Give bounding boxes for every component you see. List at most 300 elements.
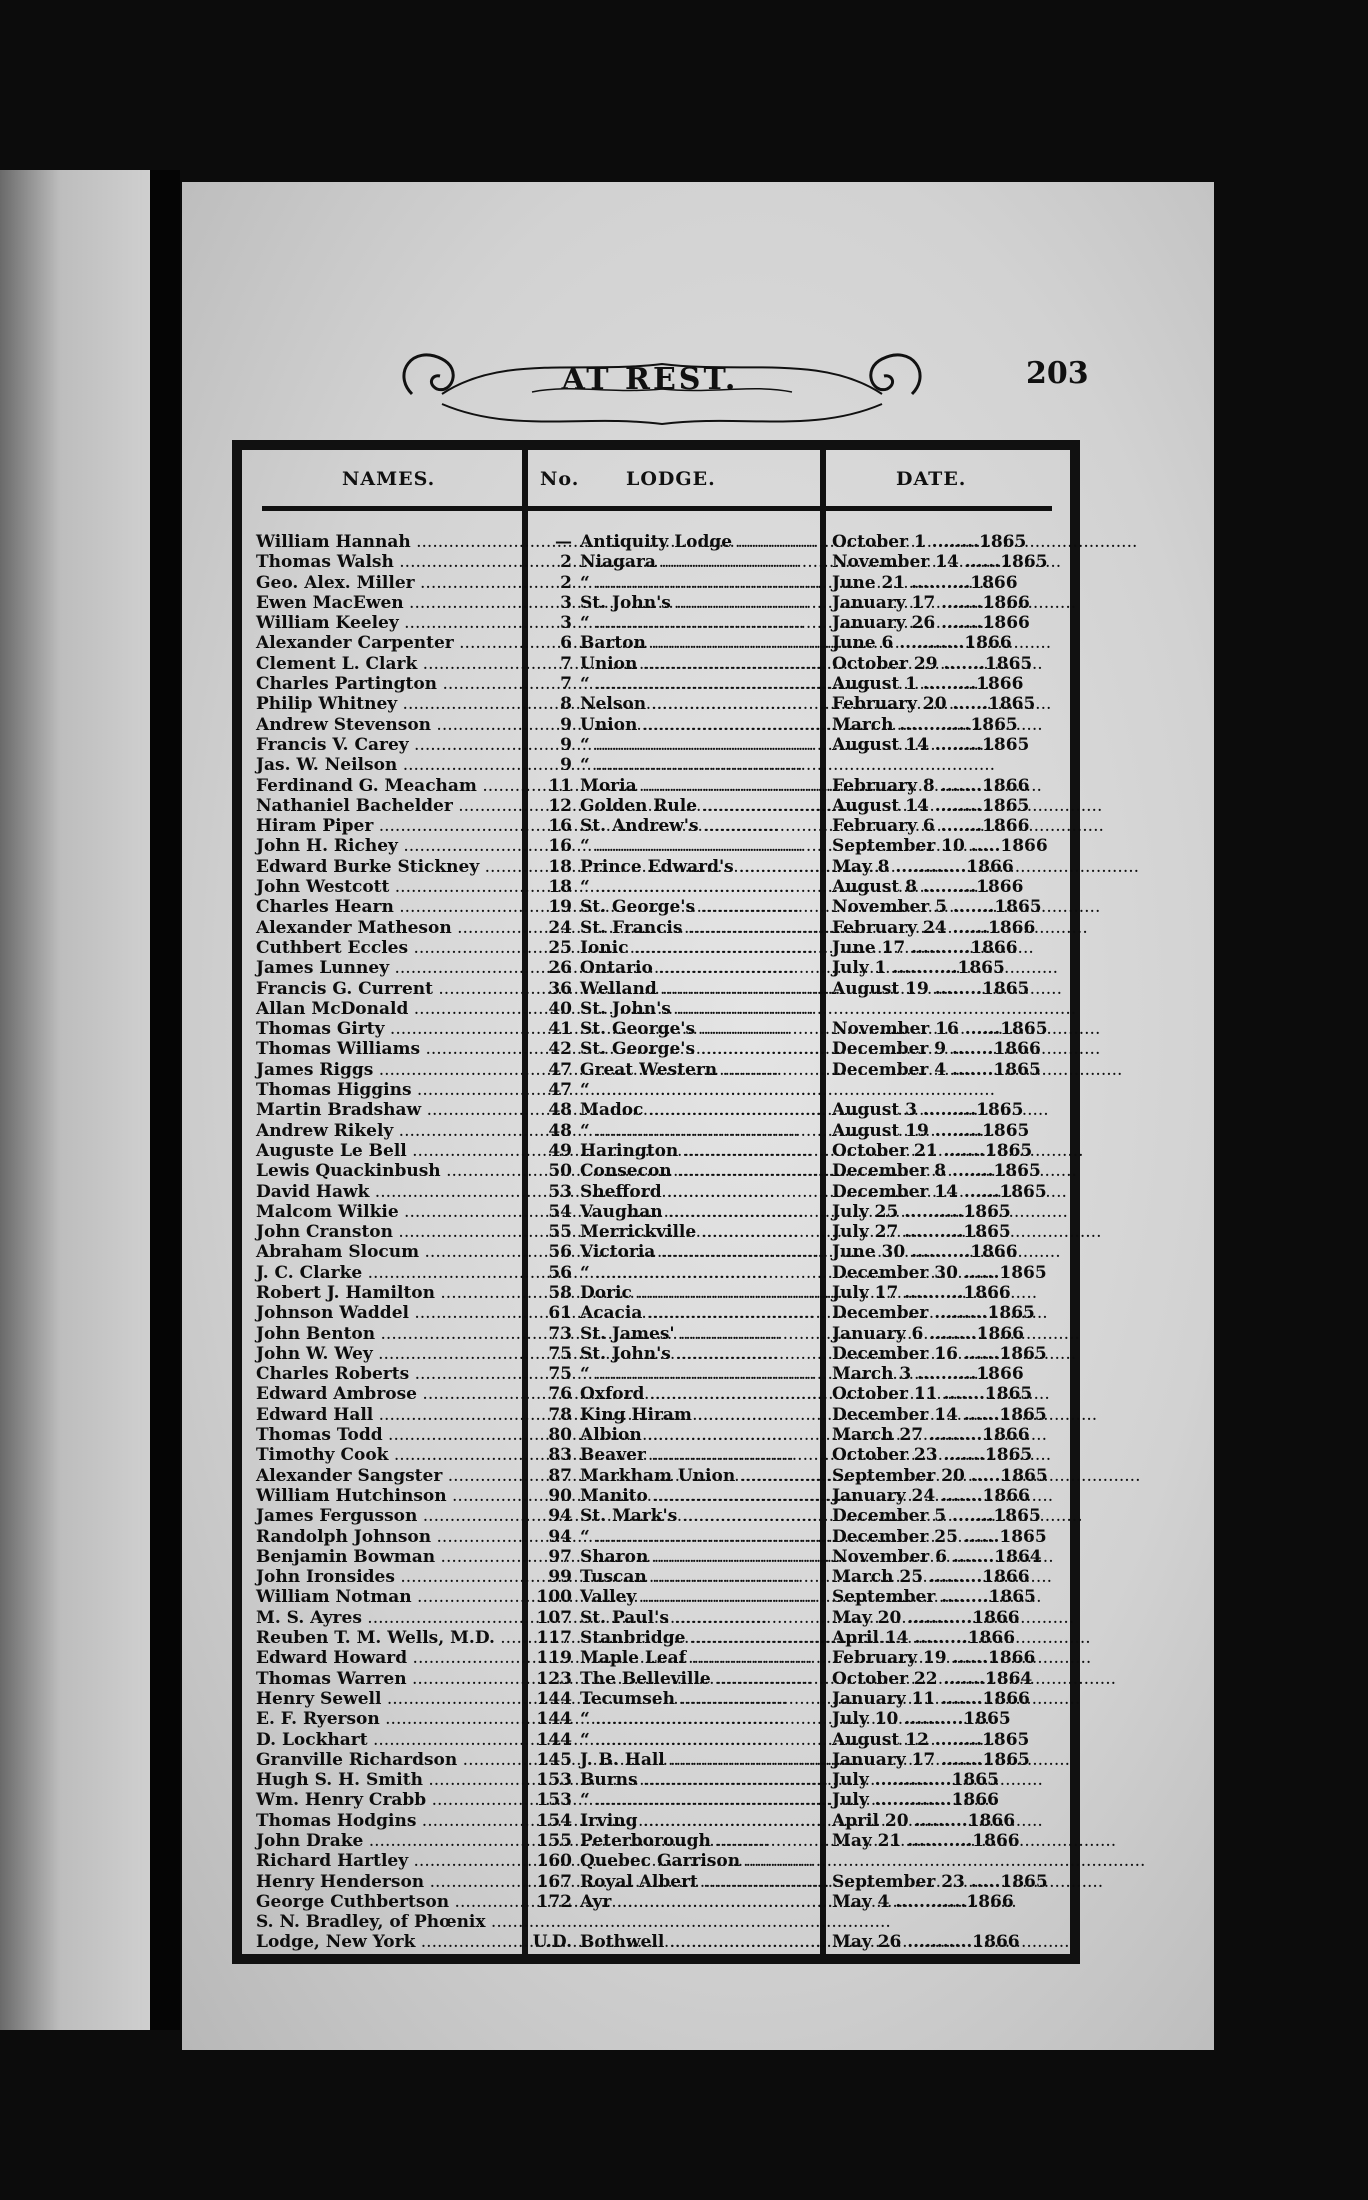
cell-date: February 24 ......1866	[832, 917, 1036, 938]
cell-name: E. F. Ryerson .....	[256, 1709, 524, 1729]
cell-lodge: Quebec Garrison .....	[580, 1851, 830, 1871]
cell-no: 58	[548, 1282, 572, 1303]
cell-name: Allan McDonald .....	[256, 999, 524, 1019]
cell-lodge: Burns .....	[580, 1770, 830, 1790]
cell-date: January 6 ........1866	[832, 1323, 1024, 1344]
cell-name: Henry Sewell .....	[256, 1689, 524, 1709]
cell-lodge: Niagara .....	[580, 552, 830, 572]
cell-no: 76	[548, 1384, 572, 1405]
cell-no: 26	[548, 958, 572, 979]
cell-no: 97	[548, 1546, 572, 1567]
cell-date: October 23 .......1865	[832, 1445, 1033, 1466]
cell-lodge: Peterborough .....	[580, 1831, 830, 1851]
cell-date: August 3 .........1865	[832, 1100, 1024, 1121]
table-row	[248, 1141, 1058, 1161]
table-row	[248, 1364, 1058, 1384]
cell-date: December 25 ......1865	[832, 1526, 1047, 1547]
cell-lodge: “ .....	[580, 836, 830, 856]
cell-no: 18	[548, 877, 572, 898]
cell-lodge: Harington .....	[580, 1141, 830, 1161]
table-row	[248, 1932, 1058, 1952]
cell-date: November 6 .......1864	[832, 1546, 1042, 1567]
cell-no: U.D.	[532, 1932, 572, 1953]
header-lodge: LODGE.	[626, 468, 716, 490]
cell-no: —	[555, 532, 572, 552]
cell-date: March 25 .........1866	[832, 1567, 1030, 1588]
table-row	[248, 1466, 1058, 1486]
cell-no: 3	[560, 613, 572, 634]
book-gutter	[150, 170, 180, 2030]
table-row	[248, 1587, 1058, 1607]
table-row	[248, 1851, 1058, 1871]
cell-lodge: St. Mark's .....	[580, 1506, 830, 1526]
cell-name: Granville Richardson .....	[256, 1750, 524, 1770]
cell-no: 54	[548, 1201, 572, 1222]
cell-date: October 1 ........1865	[832, 532, 1027, 552]
cell-no: 117	[536, 1628, 572, 1649]
table-row	[248, 1669, 1058, 1689]
table-row	[248, 1608, 1058, 1628]
table-row	[248, 1486, 1058, 1506]
cell-name: Clement L. Clark .....	[256, 654, 524, 674]
cell-no: 2	[560, 572, 572, 593]
cell-no: 56	[548, 1262, 572, 1283]
cell-lodge: St. John's .....	[580, 1344, 830, 1364]
cell-no: 3	[560, 592, 572, 613]
cell-no: 41	[548, 1019, 572, 1040]
cell-name: Martin Bradshaw .....	[256, 1100, 524, 1120]
cell-lodge: Madoc .....	[580, 1100, 830, 1120]
cell-name: Thomas Williams .....	[256, 1039, 524, 1059]
cell-date: January 17 .......1866	[832, 592, 1030, 613]
table-row	[248, 1080, 1058, 1100]
table-row	[248, 958, 1058, 978]
cell-lodge: “ .....	[580, 735, 830, 755]
cell-no: 25	[548, 937, 572, 958]
cell-no: 18	[548, 856, 572, 877]
cell-lodge: Welland .....	[580, 979, 830, 999]
table-row	[248, 674, 1058, 694]
cell-lodge: The Belleville .....	[580, 1669, 830, 1689]
cell-no: 53	[548, 1181, 572, 1202]
cell-name: Lewis Quackinbush .....	[256, 1161, 524, 1181]
cell-lodge: Ionic .....	[580, 938, 830, 958]
cell-lodge: Oxford .....	[580, 1384, 830, 1404]
cell-date: June 17 ..........1866	[832, 937, 1018, 958]
cell-name: William Hutchinson .....	[256, 1486, 524, 1506]
cell-date: April 20 .........1866	[832, 1810, 1016, 1831]
cell-no: 144	[536, 1688, 572, 1709]
table-row	[248, 1222, 1058, 1242]
cell-name: J. C. Clarke .....	[256, 1263, 524, 1283]
cell-name: D. Lockhart .....	[256, 1730, 524, 1750]
cell-no: 8	[560, 694, 572, 715]
table-row	[248, 999, 1058, 1019]
table-row	[248, 938, 1058, 958]
cell-no: 90	[548, 1485, 572, 1506]
cell-lodge: St. George's .....	[580, 897, 830, 917]
cell-lodge: “ .....	[580, 1709, 830, 1729]
cell-lodge: “ .....	[580, 1730, 830, 1750]
cell-date: November 14 ......1865	[832, 552, 1048, 573]
cell-no: 75	[548, 1364, 572, 1385]
cell-name: Abraham Slocum .....	[256, 1242, 524, 1262]
cell-name: Randolph Johnson .....	[256, 1527, 524, 1547]
cell-date: April 14 .........1866	[832, 1628, 1016, 1649]
cell-no: 56	[548, 1242, 572, 1263]
cell-date: June 6 ...........1866	[832, 633, 1012, 654]
cell-lodge: St. Andrew's .....	[580, 816, 830, 836]
cell-lodge: St. John's .....	[580, 999, 830, 1019]
cell-name: William Keeley .....	[256, 613, 524, 633]
cell-lodge: Nelson .....	[580, 694, 830, 714]
table-row	[248, 654, 1058, 674]
table-row	[248, 918, 1058, 938]
table-row	[248, 633, 1058, 653]
cell-no: 123	[536, 1668, 572, 1689]
cell-name: Reuben T. M. Wells, M.D. .....	[256, 1628, 524, 1648]
cell-date: July 27 ..........1865	[832, 1222, 1011, 1243]
table-row	[248, 1872, 1058, 1892]
table-row	[248, 1202, 1058, 1222]
cell-date: June 21 ..........1866	[832, 572, 1018, 593]
cell-date: August 12 ........1865	[832, 1729, 1030, 1750]
cell-name: Hiram Piper .....	[256, 816, 524, 836]
cell-no: 78	[548, 1404, 572, 1425]
cell-date: December .........1865	[832, 1303, 1035, 1324]
cell-date: February 6 .......1866	[832, 816, 1030, 837]
cell-name: Richard Hartley .....	[256, 1851, 524, 1871]
cell-no: 83	[548, 1445, 572, 1466]
table-row	[248, 1527, 1058, 1547]
cell-no: 75	[548, 1343, 572, 1364]
cell-no: 47	[548, 1059, 572, 1080]
cell-name: John W. Wey .....	[256, 1344, 524, 1364]
cell-name: Ewen MacEwen .....	[256, 593, 524, 613]
cell-name: Charles Partington .....	[256, 674, 524, 694]
cell-name: Lodge, New York .....	[256, 1932, 524, 1952]
table-row	[248, 1384, 1058, 1404]
table-row	[248, 532, 1058, 552]
cell-name: Andrew Stevenson .....	[256, 715, 524, 735]
cell-date: July 1 ...........1865	[832, 958, 1005, 979]
cell-lodge: Golden Rule .....	[580, 796, 830, 816]
cell-date: October 29 .......1865	[832, 653, 1033, 674]
table-row	[248, 1689, 1058, 1709]
cell-lodge: Doric .....	[580, 1283, 830, 1303]
cell-lodge: Barton .....	[580, 633, 830, 653]
cell-name: Edward Howard .....	[256, 1648, 524, 1668]
cell-lodge: “ .....	[580, 1263, 830, 1283]
cell-lodge: Union .....	[580, 654, 830, 674]
cell-no: 49	[548, 1140, 572, 1161]
cell-no: 153	[536, 1770, 572, 1791]
table-row	[248, 816, 1058, 836]
cell-lodge: Vaughan .....	[580, 1202, 830, 1222]
cell-date: July 17 ..........1866	[832, 1282, 1011, 1303]
cell-date: August 19 ........1865	[832, 1120, 1030, 1141]
cell-name: Robert J. Hamilton .....	[256, 1283, 524, 1303]
cell-name: Francis V. Carey .....	[256, 735, 524, 755]
table-row	[248, 796, 1058, 816]
table-row	[248, 1100, 1058, 1120]
cell-lodge: King Hiram .....	[580, 1405, 830, 1425]
cell-lodge: Acacia .....	[580, 1303, 830, 1323]
cell-name: Johnson Waddel .....	[256, 1303, 524, 1323]
cell-no: 19	[548, 897, 572, 918]
cell-name: John Cranston .....	[256, 1222, 524, 1242]
table-row	[248, 1811, 1058, 1831]
cell-lodge: St. Paul's .....	[580, 1608, 830, 1628]
cell-date: December 14 ......1865	[832, 1404, 1047, 1425]
cell-lodge: “ .....	[580, 1121, 830, 1141]
cell-lodge: Antiquity Lodge .....	[580, 532, 830, 552]
table-row	[248, 897, 1058, 917]
cell-name: Thomas Warren .....	[256, 1669, 524, 1689]
table-row	[248, 573, 1058, 593]
cell-lodge: Consecon .....	[580, 1161, 830, 1181]
cell-lodge: Merrickville .....	[580, 1222, 830, 1242]
cell-name: James Riggs .....	[256, 1060, 524, 1080]
cell-date: January 11 .......1866	[832, 1688, 1030, 1709]
cell-lodge: Shefford .....	[580, 1182, 830, 1202]
cell-lodge: “ .....	[580, 613, 830, 633]
cell-name: Alexander Carpenter .....	[256, 633, 524, 653]
cell-date: August 14 ........1865	[832, 734, 1030, 755]
cell-no: 153	[536, 1790, 572, 1811]
cell-lodge: Tecumseh .....	[580, 1689, 830, 1709]
cell-date: December 30 ......1865	[832, 1262, 1047, 1283]
cell-lodge: St. James' .....	[580, 1324, 830, 1344]
cell-no: 144	[536, 1709, 572, 1730]
cell-lodge: Bothwell .....	[580, 1932, 830, 1952]
table-row	[248, 694, 1058, 714]
table-row	[248, 1770, 1058, 1790]
cell-date: January 17 .......1865	[832, 1749, 1030, 1770]
cell-lodge: St. John's .....	[580, 593, 830, 613]
cell-date: November 16 ......1865	[832, 1019, 1048, 1040]
cell-name: M. S. Ayres .....	[256, 1608, 524, 1628]
table-row	[248, 1750, 1058, 1770]
cell-name: Thomas Walsh .....	[256, 552, 524, 572]
cell-date: December 9 .......1866	[832, 1039, 1041, 1060]
cell-date: December 14 ......1865	[832, 1181, 1047, 1202]
cell-date: October 22 .......1864	[832, 1668, 1033, 1689]
cell-lodge: Victoria .....	[580, 1242, 830, 1262]
table-row	[248, 1121, 1058, 1141]
cell-no: 119	[536, 1648, 572, 1669]
cell-date: December 8 .......1865	[832, 1161, 1041, 1182]
cell-name: William Notman .....	[256, 1587, 524, 1607]
cell-lodge: Markham Union .....	[580, 1466, 830, 1486]
cell-date: December 4 .......1865	[832, 1059, 1041, 1080]
cell-date: January 26 .......1866	[832, 613, 1030, 634]
cell-date: February 19 ......1866	[832, 1648, 1036, 1669]
cell-no: 87	[548, 1465, 572, 1486]
cell-name: Malcom Wilkie .....	[256, 1202, 524, 1222]
cell-date: September 23 .....1865	[832, 1871, 1048, 1892]
table-row	[248, 1303, 1058, 1323]
cell-date: November 5 .......1865	[832, 897, 1042, 918]
cell-date: August 1 .........1866	[832, 674, 1024, 695]
cell-name: John Drake .....	[256, 1831, 524, 1851]
table-row	[248, 1060, 1058, 1080]
cell-date: October 11 .......1865	[832, 1384, 1033, 1405]
cell-date: October 21 .......1865	[832, 1140, 1033, 1161]
cell-no: 9	[560, 734, 572, 755]
cell-lodge: Ontario .....	[580, 958, 830, 978]
cell-date: March 3 ..........1866	[832, 1364, 1024, 1385]
cell-no: 155	[536, 1831, 572, 1851]
table-row	[248, 552, 1058, 572]
cell-name: Henry Henderson .....	[256, 1872, 524, 1892]
cell-lodge: Prince Edward's .....	[580, 857, 830, 877]
cell-lodge: St. Francis .....	[580, 918, 830, 938]
table-row	[248, 1425, 1058, 1445]
header-no: No.	[540, 468, 580, 490]
cell-lodge: “ .....	[580, 674, 830, 694]
cell-lodge: Ayr .....	[580, 1892, 830, 1912]
table-row	[248, 1405, 1058, 1425]
cell-no: 94	[548, 1506, 572, 1527]
table-row	[248, 1912, 1058, 1932]
cell-name: Philip Whitney .....	[256, 694, 524, 714]
cell-no: 12	[548, 795, 572, 816]
table-row	[248, 979, 1058, 999]
page-number: 203	[1026, 356, 1089, 391]
table-row	[248, 1019, 1058, 1039]
cell-date: May 8 ............1866	[832, 856, 1014, 877]
table-row	[248, 1263, 1058, 1283]
cell-no: 24	[548, 917, 572, 938]
cell-date: July 25 ..........1865	[832, 1201, 1011, 1222]
cell-lodge: Valley .....	[580, 1587, 830, 1607]
cell-no: 80	[548, 1425, 572, 1446]
cell-no: 99	[548, 1567, 572, 1588]
cell-name: David Hawk .....	[256, 1182, 524, 1202]
cell-no: 107	[536, 1607, 572, 1628]
cell-name: Benjamin Bowman .....	[256, 1547, 524, 1567]
obituary-list	[248, 532, 1058, 1953]
cell-name: Thomas Hodgins .....	[256, 1811, 524, 1831]
cell-no: 55	[548, 1222, 572, 1243]
cell-date: December 16 ......1865	[832, 1343, 1047, 1364]
cell-lodge: “ .....	[580, 1080, 830, 1100]
cell-lodge: Albion .....	[580, 1425, 830, 1445]
cell-lodge: Irving .....	[580, 1811, 830, 1831]
cell-no: 36	[548, 978, 572, 999]
cell-name: Cuthbert Eccles .....	[256, 938, 524, 958]
cell-date: August 8 .........1866	[832, 877, 1024, 898]
cell-name: Geo. Alex. Miller .....	[256, 573, 524, 593]
cell-no: 48	[548, 1100, 572, 1121]
table-row	[248, 1344, 1058, 1364]
table-row	[248, 1892, 1058, 1912]
cell-no: 48	[548, 1120, 572, 1141]
table-row	[248, 1547, 1058, 1567]
table-row	[248, 1283, 1058, 1303]
cell-date: March ............1865	[832, 714, 1018, 735]
cell-date: September ........1865	[832, 1587, 1036, 1608]
cell-name: S. N. Bradley, of Phœnix .....	[256, 1912, 524, 1932]
cell-no: 160	[536, 1851, 572, 1872]
table-row	[248, 1039, 1058, 1059]
cell-name: Charles Hearn .....	[256, 897, 524, 917]
cell-name: Thomas Todd .....	[256, 1425, 524, 1445]
header-date: DATE.	[896, 468, 967, 490]
header-rule	[262, 506, 1052, 511]
cell-no: 42	[548, 1039, 572, 1060]
cell-no: 16	[548, 816, 572, 837]
table-row	[248, 593, 1058, 613]
table-row	[248, 836, 1058, 856]
cell-name: John Ironsides .....	[256, 1567, 524, 1587]
cell-date: July 10 ..........1865	[832, 1709, 1011, 1730]
cell-name: Edward Ambrose .....	[256, 1384, 524, 1404]
cell-no: 6	[560, 633, 572, 654]
cell-no: 9	[560, 755, 572, 776]
cell-name: Andrew Rikely .....	[256, 1121, 524, 1141]
table-row	[248, 1730, 1058, 1750]
facing-page	[0, 170, 150, 2030]
cell-no: 73	[548, 1323, 572, 1344]
cell-no: 9	[560, 714, 572, 735]
cell-no: 40	[548, 998, 572, 1019]
table-row	[248, 1831, 1058, 1851]
cell-no: 144	[536, 1729, 572, 1750]
cell-no: 154	[536, 1810, 572, 1831]
cell-lodge: Great Western .....	[580, 1060, 830, 1080]
cell-lodge: St. George's .....	[580, 1019, 830, 1039]
cell-lodge: Tuscan .....	[580, 1567, 830, 1587]
header-names: NAMES.	[342, 468, 436, 490]
cell-name: Charles Roberts .....	[256, 1364, 524, 1384]
cell-name: Nathaniel Bachelder .....	[256, 796, 524, 816]
cell-lodge: “ .....	[580, 755, 830, 775]
table-row	[248, 755, 1058, 775]
cell-date: September 20 .....1865	[832, 1465, 1048, 1486]
cell-lodge: “ .....	[580, 877, 830, 897]
table-row	[248, 1648, 1058, 1668]
cell-date: May 20 ...........1866	[832, 1607, 1020, 1628]
cell-no: 2	[560, 552, 572, 573]
table-row	[248, 877, 1058, 897]
cell-date: March 27 .........1866	[832, 1425, 1030, 1446]
cell-lodge: Union .....	[580, 715, 830, 735]
cell-date: September 10 .....1866	[832, 836, 1048, 857]
cell-name: Francis G. Current .....	[256, 979, 524, 999]
table-row	[248, 1182, 1058, 1202]
cell-name: Ferdinand G. Meacham .....	[256, 776, 524, 796]
cell-no: 7	[560, 653, 572, 674]
table-row	[248, 1242, 1058, 1262]
cell-date: June 30 ..........1866	[832, 1242, 1018, 1263]
cell-date: May 4 ............1866	[832, 1891, 1014, 1912]
cell-name: George Cuthbertson .....	[256, 1892, 524, 1912]
cell-date: May 21 ...........1866	[832, 1831, 1020, 1851]
table-row	[248, 1790, 1058, 1810]
cell-name: Edward Hall .....	[256, 1405, 524, 1425]
cell-date: December 5 .......1865	[832, 1506, 1041, 1527]
cell-lodge: “ .....	[580, 1790, 830, 1810]
cell-no: 7	[560, 674, 572, 695]
cell-date: July .............1865	[832, 1770, 999, 1791]
cell-date: May 26 ...........1866	[832, 1932, 1020, 1953]
cell-name: Thomas Girty .....	[256, 1019, 524, 1039]
cell-name: John Westcott .....	[256, 877, 524, 897]
table-row	[248, 715, 1058, 735]
cell-name: William Hannah .....	[256, 532, 524, 552]
